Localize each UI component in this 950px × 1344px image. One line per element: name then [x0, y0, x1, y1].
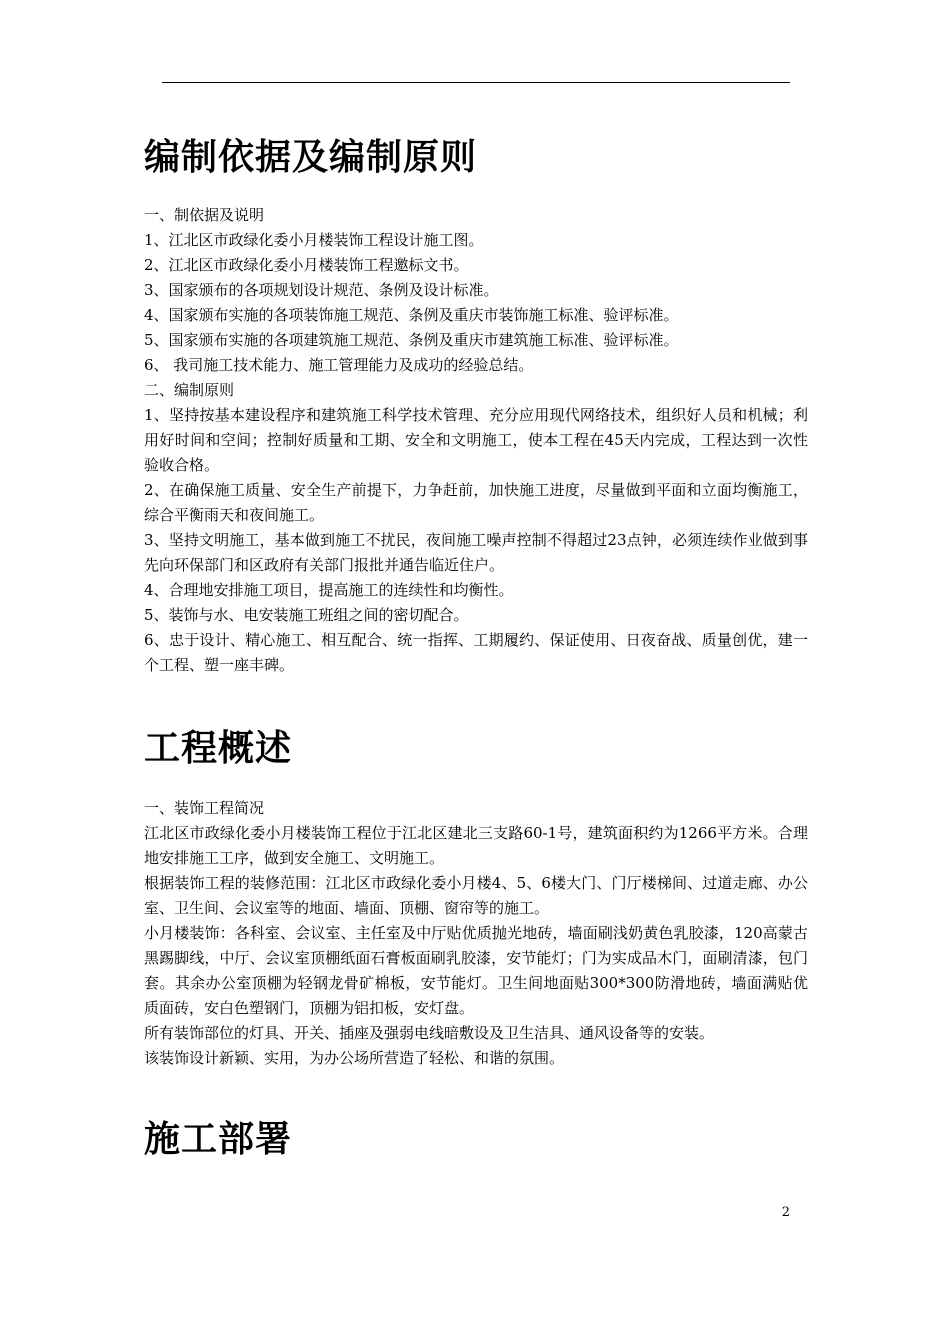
- paragraph: 一、制依据及说明: [144, 206, 265, 224]
- paragraph: 4、国家颁布实施的各项装饰施工规范、条例及重庆市装饰施工标准、验评标准。: [144, 306, 679, 324]
- paragraph: 3、国家颁布的各项规划设计规范、条例及设计标准。: [144, 281, 499, 299]
- section-body-overview: [144, 796, 808, 1071]
- paragraph: 6、 我司施工技术能力、施工管理能力及成功的经验总结。: [144, 356, 534, 374]
- paragraph: 二、编制原则: [144, 381, 235, 399]
- paragraph: 一、装饰工程简况: [144, 799, 265, 817]
- paragraph: 1、江北区市政绿化委小月楼装饰工程设计施工图。: [144, 231, 484, 249]
- paragraph: 江北区市政绿化委小月楼装饰工程位于江北区建北三支路60-1号，建筑面积约为1266平方米。合理地安排施工工序，做到安全施工、文明施工。: [144, 824, 808, 867]
- paragraph: 2、江北区市政绿化委小月楼装饰工程邀标文书。: [144, 256, 469, 274]
- paragraph: 3、坚持文明施工，基本做到施工不扰民，夜间施工噪声控制不得超过23点钟，必须连续作业做到事先向环保部门和区政府有关部门报批并通告临近住户。: [144, 531, 808, 574]
- section-body-basis: [144, 203, 808, 678]
- paragraph: 所有装饰部位的灯具、开关、插座及强弱电线暗敷设及卫生洁具、通风设备等的安装。: [144, 1024, 715, 1042]
- page-number: 2: [781, 1205, 790, 1220]
- paragraph: 该装饰设计新颖、实用，为办公场所营造了轻松、和谐的氛围。: [144, 1049, 565, 1067]
- header-rule: [162, 82, 790, 83]
- paragraph: 6、忠于设计、精心施工、相互配合、统一指挥、工期履约、保证使用、日夜奋战、质量创优，建一个工程、塑一座丰碑。: [144, 631, 808, 674]
- paragraph: 5、国家颁布实施的各项建筑施工规范、条例及重庆市建筑施工标准、验评标准。: [144, 331, 679, 349]
- paragraph: 1、坚持按基本建设程序和建筑施工科学技术管理、充分应用现代网络技术，组织好人员和机械；利用好时间和空间；控制好质量和工期、安全和文明施工，使本工程在45天内完成，工程达到一次性验收合格。: [144, 406, 808, 474]
- section-heading-overview: 工程概述: [144, 728, 293, 769]
- section-heading-basis: 编制依据及编制原则: [144, 137, 478, 178]
- paragraph: 5、装饰与水、电安装施工班组之间的密切配合。: [144, 606, 469, 624]
- paragraph: 根据装饰工程的装修范围：江北区市政绿化委小月楼4、5、6楼大门、门厅楼梯间、过道走廊、办公室、卫生间、会议室等的地面、墙面、顶棚、窗帘等的施工。: [144, 874, 808, 917]
- section-heading-deployment: 施工部署: [144, 1119, 293, 1160]
- paragraph: 2、在确保施工质量、安全生产前提下，力争赶前，加快施工进度，尽量做到平面和立面均衡施工，综合平衡雨天和夜间施工。: [144, 481, 808, 524]
- paragraph: 4、合理地安排施工项目，提高施工的连续性和均衡性。: [144, 581, 514, 599]
- paragraph: 小月楼装饰：各科室、会议室、主任室及中厅贴优质抛光地砖，墙面刷浅奶黄色乳胶漆，120高蒙古黑踢脚线，中厅、会议室顶棚纸面石膏板面刷乳胶漆，安节能灯；门为实成品木门，面刷清漆，包门套。其余办公室顶棚为轻钢龙骨矿棉板，安节能灯。卫生间地面贴300*300防滑地砖，墙面满贴优质面砖，安白色塑钢门，顶棚为铝扣板，安灯盘。: [144, 924, 808, 1017]
